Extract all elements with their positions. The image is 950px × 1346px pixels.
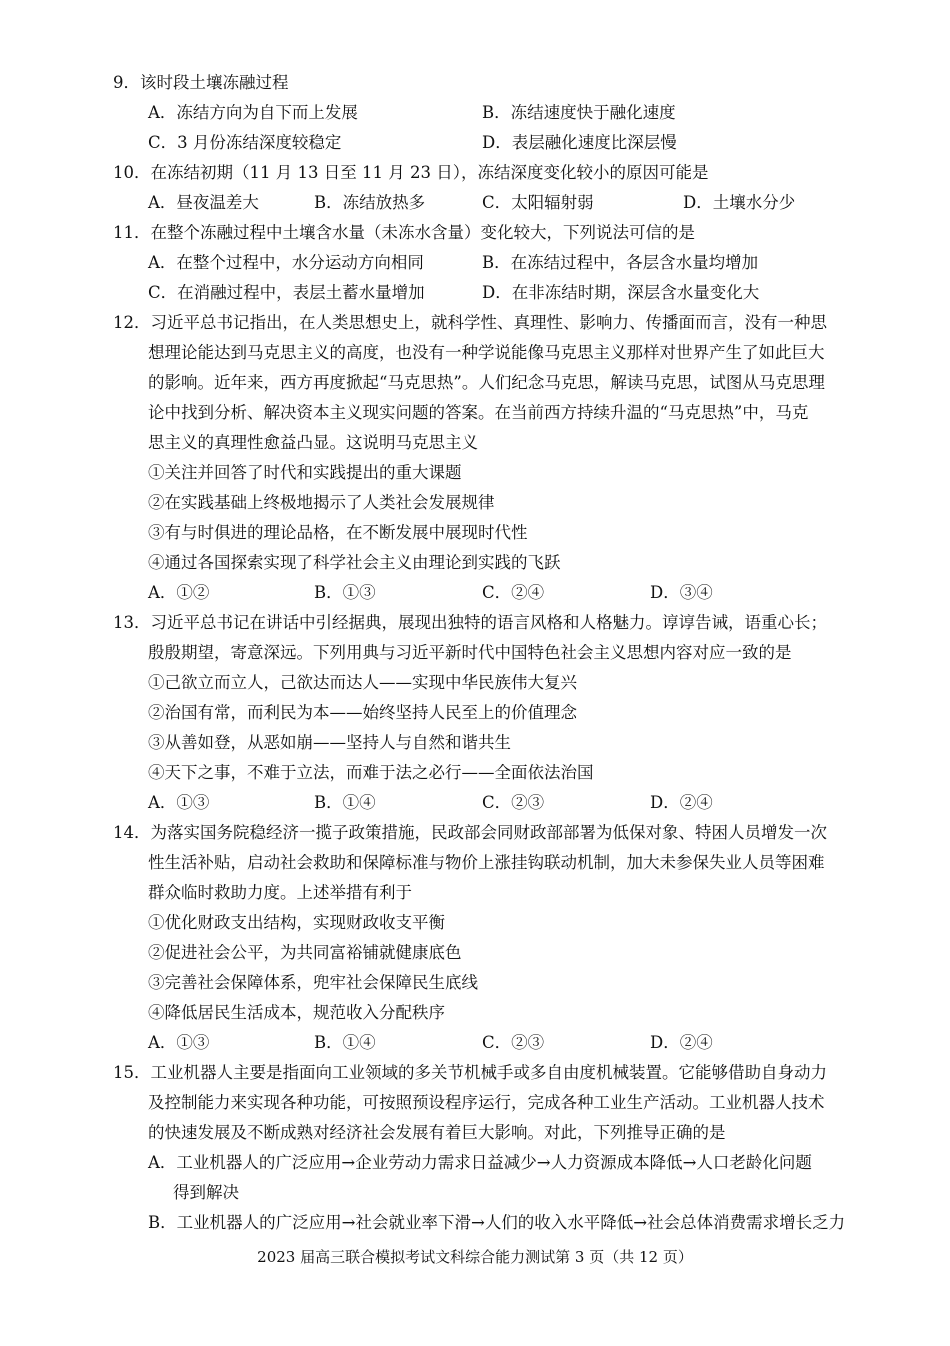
- q13-option-a: A．①③: [148, 793, 210, 812]
- q12-item-4: ④通过各国探索实现了科学社会主义由理论到实践的飞跃: [148, 553, 561, 572]
- q14-option-d: D．②④: [650, 1033, 713, 1052]
- q11-option-b: B．在冻结过程中，各层含水量均增加: [482, 253, 759, 272]
- q12-item-3: ③有与时俱进的理论品格，在不断发展中展现时代性: [148, 523, 528, 542]
- q14-line: 群众临时救助力度。上述举措有利于: [148, 883, 412, 902]
- q9-stem: 9．该时段土壤冻融过程: [113, 73, 289, 92]
- q14-option-c: C．②③: [482, 1033, 545, 1052]
- q13-item-2: ②治国有常，而利民为本——始终坚持人民至上的价值理念: [148, 703, 577, 722]
- q15-option-b: B．工业机器人的广泛应用→社会就业率下滑→人们的收入水平降低→社会总体消费需求增长乏力: [148, 1213, 846, 1232]
- q15-stem: 15．工业机器人主要是指面向工业领域的多关节机械手或多自由度机械装置。它能够借助自身动力: [113, 1063, 827, 1082]
- q14-item-4: ④降低居民生活成本，规范收入分配秩序: [148, 1003, 445, 1022]
- q13-stem: 13．习近平总书记在讲话中引经据典，展现出独特的语言风格和人格魅力。谆谆告诫，语重心长；: [113, 613, 827, 632]
- q12-item-1: ①关注并回答了时代和实践提出的重大课题: [148, 463, 462, 482]
- q15-line: 及控制能力来实现各种功能，可按照预设程序运行，完成各种工业生产活动。工业机器人技术: [148, 1093, 825, 1112]
- q10-option-a: A．昼夜温差大: [148, 193, 259, 212]
- q14-item-1: ①优化财政支出结构，实现财政收支平衡: [148, 913, 445, 932]
- q14-option-b: B．①④: [314, 1033, 376, 1052]
- q14-stem: 14．为落实国务院稳经济一揽子政策措施，民政部会同财政部部署为低保对象、特困人员增发一次: [113, 823, 827, 842]
- q14-line: 性生活补贴，启动社会救助和保障标准与物价上涨挂钩联动机制，加大未参保失业人员等困难: [148, 853, 825, 872]
- q9-option-d: D．表层融化速度比深层慢: [482, 133, 677, 152]
- q10-stem: 10．在冻结初期（11 月 13 日至 11 月 23 日），冻结深度变化较小的原因可能是: [113, 163, 709, 182]
- q10-option-b: B．冻结放热多: [314, 193, 426, 212]
- q15-line: 的快速发展及不断成熟对经济社会发展有着巨大影响。对此，下列推导正确的是: [148, 1123, 726, 1142]
- q10-option-c: C．太阳辐射弱: [482, 193, 594, 212]
- q12-item-2: ②在实践基础上终极地揭示了人类社会发展规律: [148, 493, 495, 512]
- q12-option-b: B．①③: [314, 583, 376, 602]
- q15-option-a: A．工业机器人的广泛应用→企业劳动力需求日益减少→人力资源成本降低→人口老龄化问题: [148, 1153, 812, 1172]
- q13-line: 殷殷期望，寄意深远。下列用典与习近平新时代中国特色社会主义思想内容对应一致的是: [148, 643, 792, 662]
- q11-stem: 11．在整个冻融过程中土壤含水量（未冻水含量）变化较大，下列说法可信的是: [113, 223, 695, 242]
- q12-line: 想理论能达到马克思主义的高度，也没有一种学说能像马克思主义那样对世界产生了如此巨大: [148, 343, 825, 362]
- q13-option-d: D．②④: [650, 793, 713, 812]
- q11-option-a: A．在整个过程中，水分运动方向相同: [148, 253, 424, 272]
- q14-item-3: ③完善社会保障体系，兜牢社会保障民生底线: [148, 973, 478, 992]
- q9-option-a: A．冻结方向为自下而上发展: [148, 103, 358, 122]
- q14-item-2: ②促进社会公平，为共同富裕铺就健康底色: [148, 943, 462, 962]
- q11-option-d: D．在非冻结时期，深层含水量变化大: [482, 283, 760, 302]
- q12-stem: 12．习近平总书记指出，在人类思想史上，就科学性、真理性、影响力、传播面而言，没有一种思: [113, 313, 827, 332]
- q13-item-4: ④天下之事，不难于立法，而难于法之必行——全面依法治国: [148, 763, 594, 782]
- q9-option-c: C．3 月份冻结深度较稳定: [148, 133, 342, 152]
- page-footer: 2023 届高三联合模拟考试文科综合能力测试第 3 页（共 12 页）: [257, 1248, 693, 1266]
- q12-option-a: A．①②: [148, 583, 210, 602]
- q9-option-b: B．冻结速度快于融化速度: [482, 103, 676, 122]
- q12-line: 的影响。近年来，西方再度掀起“马克思热”。人们纪念马克思，解读马克思，试图从马克思理: [148, 373, 825, 392]
- q10-option-d: D．土壤水分少: [683, 193, 796, 212]
- q11-option-c: C．在消融过程中，表层土蓄水量增加: [148, 283, 425, 302]
- q12-line: 思主义的真理性愈益凸显。这说明马克思主义: [148, 433, 478, 452]
- q13-option-c: C．②③: [482, 793, 545, 812]
- q13-option-b: B．①④: [314, 793, 376, 812]
- q12-option-d: D．③④: [650, 583, 713, 602]
- q12-line: 论中找到分析、解决资本主义现实问题的答案。在当前西方持续升温的“马克思热”中，马克: [148, 403, 809, 422]
- q14-option-a: A．①③: [148, 1033, 210, 1052]
- q13-item-3: ③从善如登，从恶如崩——坚持人与自然和谐共生: [148, 733, 511, 752]
- q15-option-a-cont: 得到解决: [173, 1183, 239, 1202]
- q13-item-1: ①己欲立而立人，己欲达而达人——实现中华民族伟大复兴: [148, 673, 577, 692]
- q12-option-c: C．②④: [482, 583, 545, 602]
